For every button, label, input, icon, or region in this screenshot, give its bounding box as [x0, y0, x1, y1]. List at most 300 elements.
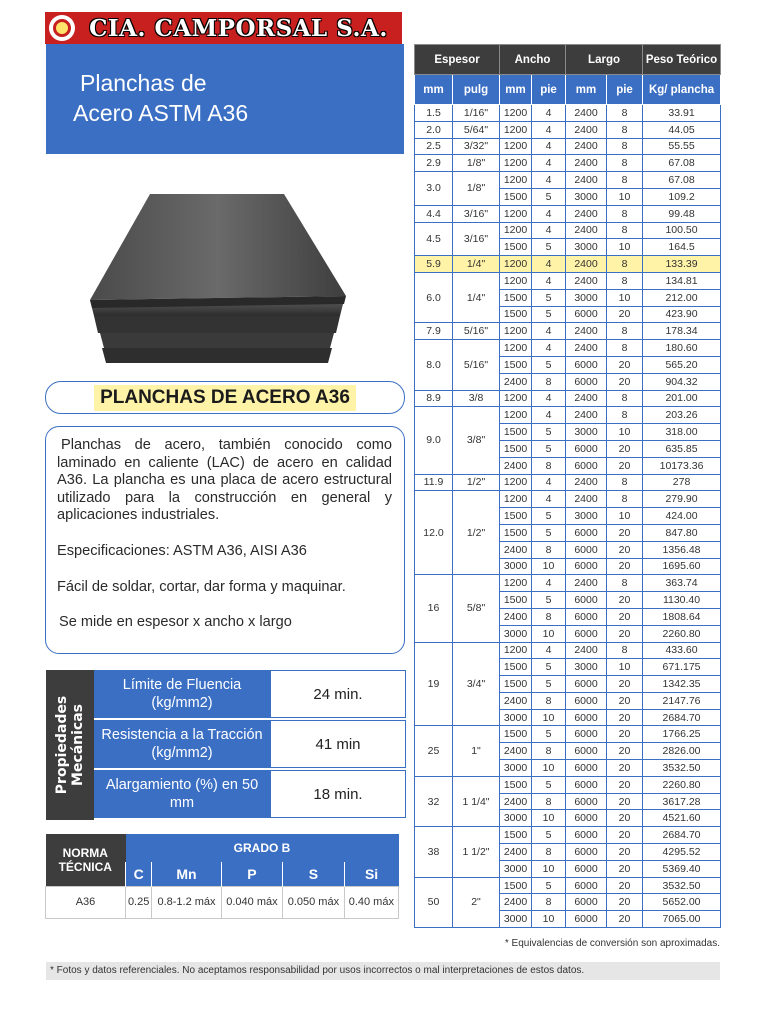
width-ft: 5 — [532, 726, 566, 743]
weight-kg: 212.00 — [643, 289, 721, 306]
weight-kg: 99.48 — [643, 205, 721, 222]
unit-header: mm — [566, 75, 607, 105]
weight-kg: 1342.35 — [643, 676, 721, 693]
thickness-inches: 3/8" — [453, 407, 500, 474]
length-mm: 2400 — [566, 642, 607, 659]
width-mm: 3000 — [500, 860, 532, 877]
width-ft: 5 — [532, 424, 566, 441]
property-value: 24 min. — [270, 670, 406, 718]
length-ft: 8 — [607, 155, 643, 172]
unit-header: pie — [532, 75, 566, 105]
width-mm: 3000 — [500, 709, 532, 726]
length-mm: 6000 — [566, 440, 607, 457]
length-mm: 2400 — [566, 155, 607, 172]
thickness-inches: 3/32" — [453, 138, 500, 155]
width-mm: 1500 — [500, 726, 532, 743]
length-mm: 3000 — [566, 239, 607, 256]
property-row — [94, 670, 406, 720]
table-row — [415, 474, 721, 491]
weight-kg: 180.60 — [643, 340, 721, 357]
group-header: Espesor — [415, 45, 500, 75]
length-ft: 20 — [607, 541, 643, 558]
width-mm: 1500 — [500, 776, 532, 793]
weight-kg: 671.175 — [643, 659, 721, 676]
thickness-mm: 6.0 — [415, 272, 453, 322]
length-ft: 8 — [607, 474, 643, 491]
length-ft: 10 — [607, 239, 643, 256]
width-mm: 1500 — [500, 877, 532, 894]
thickness-inches: 1/8" — [453, 155, 500, 172]
width-ft: 8 — [532, 608, 566, 625]
length-ft: 10 — [607, 289, 643, 306]
length-ft: 8 — [607, 491, 643, 508]
thickness-inches: 1/2" — [453, 491, 500, 575]
thickness-mm: 2.9 — [415, 155, 453, 172]
length-mm: 6000 — [566, 743, 607, 760]
plate-dimensions-table — [414, 44, 721, 928]
weight-kg: 1766.25 — [643, 726, 721, 743]
length-ft: 20 — [607, 457, 643, 474]
width-mm: 1200 — [500, 323, 532, 340]
workability-text: Fácil de soldar, cortar, dar forma y maquinar. — [57, 578, 346, 595]
table-row — [415, 121, 721, 138]
weight-kg: 178.34 — [643, 323, 721, 340]
length-mm: 2400 — [566, 340, 607, 357]
length-ft: 20 — [607, 860, 643, 877]
width-mm: 1500 — [500, 424, 532, 441]
length-mm: 6000 — [566, 608, 607, 625]
length-ft: 20 — [607, 625, 643, 642]
width-mm: 1200 — [500, 340, 532, 357]
conversion-note: * Equivalencias de conversión son aproximadas. — [504, 938, 720, 949]
company-name: CIA. CAMPORSAL S.A. — [89, 14, 388, 42]
element-value: 0.25 — [126, 886, 152, 918]
length-ft: 8 — [607, 172, 643, 189]
element-header: P — [221, 862, 282, 886]
title-block — [46, 44, 404, 154]
length-ft: 8 — [607, 272, 643, 289]
table-row — [415, 877, 721, 894]
length-ft: 8 — [607, 256, 643, 273]
property-label: Alargamiento (%) en 50 mm — [94, 770, 270, 818]
mechanical-properties-label: Propiedades Mecánicas — [46, 670, 94, 820]
description-paragraph: Planchas de acero, también conocido como laminado en caliente (LAC) de acero en calidad A36. La plancha es una placa de acero estructural utilizado para la construcción en general y aplicaciones industriales. — [57, 437, 392, 524]
length-ft: 20 — [607, 524, 643, 541]
thickness-inches: 3/4" — [453, 642, 500, 726]
width-ft: 10 — [532, 810, 566, 827]
width-mm: 1200 — [500, 390, 532, 407]
length-ft: 20 — [607, 844, 643, 861]
width-ft: 4 — [532, 575, 566, 592]
element-value: 0.40 máx — [344, 886, 398, 918]
width-mm: 2400 — [500, 608, 532, 625]
length-mm: 6000 — [566, 709, 607, 726]
length-mm: 3000 — [566, 424, 607, 441]
width-mm: 3000 — [500, 625, 532, 642]
width-mm: 1500 — [500, 188, 532, 205]
weight-kg: 635.85 — [643, 440, 721, 457]
length-mm: 2400 — [566, 138, 607, 155]
width-ft: 8 — [532, 373, 566, 390]
width-mm: 3000 — [500, 558, 532, 575]
width-mm: 1500 — [500, 827, 532, 844]
thickness-mm: 32 — [415, 776, 453, 826]
length-mm: 6000 — [566, 541, 607, 558]
width-mm: 1200 — [500, 205, 532, 222]
width-mm: 2400 — [500, 894, 532, 911]
length-ft: 20 — [607, 827, 643, 844]
property-row — [94, 770, 406, 820]
width-mm: 1500 — [500, 659, 532, 676]
length-ft: 20 — [607, 810, 643, 827]
table-row — [415, 205, 721, 222]
weight-kg: 44.05 — [643, 121, 721, 138]
width-mm: 1200 — [500, 256, 532, 273]
weight-kg: 2260.80 — [643, 625, 721, 642]
element-header: C — [126, 862, 152, 886]
thickness-mm: 38 — [415, 827, 453, 877]
length-mm: 2400 — [566, 474, 607, 491]
length-ft: 8 — [607, 575, 643, 592]
length-ft: 8 — [607, 407, 643, 424]
weight-kg: 4521.60 — [643, 810, 721, 827]
length-ft: 20 — [607, 709, 643, 726]
thickness-mm: 2.5 — [415, 138, 453, 155]
length-ft: 20 — [607, 760, 643, 777]
width-mm: 1500 — [500, 356, 532, 373]
weight-kg: 318.00 — [643, 424, 721, 441]
width-mm: 3000 — [500, 810, 532, 827]
width-ft: 10 — [532, 911, 566, 928]
table-row — [415, 407, 721, 424]
length-ft: 10 — [607, 659, 643, 676]
length-ft: 20 — [607, 692, 643, 709]
measurement-text: Se mide en espesor x ancho x largo — [59, 614, 292, 631]
length-mm: 6000 — [566, 306, 607, 323]
thickness-mm: 7.9 — [415, 323, 453, 340]
weight-kg: 433.60 — [643, 642, 721, 659]
width-ft: 5 — [532, 592, 566, 609]
length-ft: 20 — [607, 877, 643, 894]
length-ft: 20 — [607, 306, 643, 323]
weight-kg: 134.81 — [643, 272, 721, 289]
thickness-inches: 3/8 — [453, 390, 500, 407]
width-ft: 4 — [532, 340, 566, 357]
weight-kg: 67.08 — [643, 172, 721, 189]
property-label: Resistencia a la Tracción (kg/mm2) — [94, 720, 270, 768]
weight-kg: 279.90 — [643, 491, 721, 508]
table-row — [415, 390, 721, 407]
section-heading-text: PLANCHAS DE ACERO A36 — [94, 385, 356, 411]
width-ft: 4 — [532, 121, 566, 138]
thickness-inches: 1/2" — [453, 474, 500, 491]
width-mm: 1500 — [500, 524, 532, 541]
weight-kg: 565.20 — [643, 356, 721, 373]
width-ft: 5 — [532, 524, 566, 541]
width-mm: 1500 — [500, 592, 532, 609]
thickness-mm: 4.4 — [415, 205, 453, 222]
width-mm: 1500 — [500, 306, 532, 323]
width-mm: 1200 — [500, 575, 532, 592]
width-mm: 1200 — [500, 105, 532, 122]
length-mm: 3000 — [566, 188, 607, 205]
thickness-mm: 5.9 — [415, 256, 453, 273]
weight-kg: 55.55 — [643, 138, 721, 155]
norma-header: NORMA TÉCNICA — [46, 834, 126, 886]
weight-kg: 7065.00 — [643, 911, 721, 928]
width-ft: 8 — [532, 844, 566, 861]
table-row — [415, 491, 721, 508]
table-row — [415, 272, 721, 289]
table-row — [415, 827, 721, 844]
unit-header: Kg/ plancha — [643, 75, 721, 105]
width-ft: 5 — [532, 289, 566, 306]
title-line-2: Acero ASTM A36 — [73, 100, 249, 126]
company-seal-icon — [49, 15, 75, 41]
norma-value: A36 — [46, 886, 126, 918]
length-ft: 20 — [607, 373, 643, 390]
thickness-mm: 9.0 — [415, 407, 453, 474]
width-ft: 4 — [532, 474, 566, 491]
width-ft: 4 — [532, 172, 566, 189]
element-value: 0.040 máx — [221, 886, 282, 918]
weight-kg: 2684.70 — [643, 709, 721, 726]
table-row — [415, 323, 721, 340]
length-mm: 6000 — [566, 625, 607, 642]
element-header: S — [283, 862, 344, 886]
table-row — [415, 138, 721, 155]
width-mm: 2400 — [500, 743, 532, 760]
thickness-mm: 19 — [415, 642, 453, 726]
table-row — [415, 726, 721, 743]
element-value: 0.050 máx — [283, 886, 344, 918]
weight-kg: 2260.80 — [643, 776, 721, 793]
length-mm: 6000 — [566, 760, 607, 777]
length-mm: 3000 — [566, 289, 607, 306]
weight-kg: 1695.60 — [643, 558, 721, 575]
width-mm: 1200 — [500, 474, 532, 491]
weight-kg: 363.74 — [643, 575, 721, 592]
width-ft: 8 — [532, 743, 566, 760]
weight-kg: 164.5 — [643, 239, 721, 256]
table-row — [415, 340, 721, 357]
length-mm: 6000 — [566, 726, 607, 743]
length-mm: 6000 — [566, 524, 607, 541]
table-row — [415, 222, 721, 239]
company-logo — [45, 12, 402, 44]
weight-kg: 10173.36 — [643, 457, 721, 474]
table-row — [415, 776, 721, 793]
width-mm: 1500 — [500, 289, 532, 306]
width-mm: 1200 — [500, 491, 532, 508]
length-mm: 2400 — [566, 272, 607, 289]
length-ft: 8 — [607, 340, 643, 357]
thickness-inches: 2" — [453, 877, 500, 927]
length-mm: 6000 — [566, 692, 607, 709]
length-mm: 3000 — [566, 508, 607, 525]
width-ft: 10 — [532, 625, 566, 642]
width-ft: 4 — [532, 272, 566, 289]
length-ft: 20 — [607, 726, 643, 743]
weight-kg: 3532.50 — [643, 760, 721, 777]
property-value: 18 min. — [270, 770, 406, 818]
element-header: Mn — [152, 862, 221, 886]
width-ft: 5 — [532, 776, 566, 793]
width-ft: 5 — [532, 508, 566, 525]
width-mm: 2400 — [500, 373, 532, 390]
property-row — [94, 720, 406, 770]
weight-kg: 201.00 — [643, 390, 721, 407]
thickness-inches: 1 1/4" — [453, 776, 500, 826]
thickness-inches: 5/64" — [453, 121, 500, 138]
width-mm: 2400 — [500, 692, 532, 709]
length-ft: 20 — [607, 911, 643, 928]
width-ft: 4 — [532, 323, 566, 340]
width-mm: 1200 — [500, 272, 532, 289]
width-ft: 5 — [532, 877, 566, 894]
weight-kg: 203.26 — [643, 407, 721, 424]
length-ft: 10 — [607, 508, 643, 525]
width-mm: 1500 — [500, 239, 532, 256]
width-mm: 1500 — [500, 440, 532, 457]
length-mm: 6000 — [566, 894, 607, 911]
width-ft: 10 — [532, 558, 566, 575]
width-ft: 5 — [532, 188, 566, 205]
length-mm: 2400 — [566, 222, 607, 239]
width-mm: 1200 — [500, 155, 532, 172]
width-ft: 5 — [532, 306, 566, 323]
width-ft: 5 — [532, 676, 566, 693]
length-mm: 2400 — [566, 407, 607, 424]
weight-kg: 109.2 — [643, 188, 721, 205]
width-mm: 2400 — [500, 844, 532, 861]
length-mm: 2400 — [566, 323, 607, 340]
length-ft: 20 — [607, 776, 643, 793]
length-mm: 2400 — [566, 105, 607, 122]
thickness-mm: 8.0 — [415, 340, 453, 390]
width-mm: 1200 — [500, 642, 532, 659]
length-mm: 6000 — [566, 592, 607, 609]
width-mm: 3000 — [500, 911, 532, 928]
thickness-mm: 16 — [415, 575, 453, 642]
thickness-inches: 3/16" — [453, 205, 500, 222]
width-ft: 8 — [532, 692, 566, 709]
width-ft: 8 — [532, 541, 566, 558]
length-ft: 20 — [607, 894, 643, 911]
length-mm: 2400 — [566, 491, 607, 508]
length-mm: 6000 — [566, 911, 607, 928]
width-mm: 1500 — [500, 676, 532, 693]
steel-plates-image — [88, 188, 350, 368]
length-ft: 8 — [607, 222, 643, 239]
table-row — [415, 642, 721, 659]
weight-kg: 133.39 — [643, 256, 721, 273]
width-ft: 5 — [532, 659, 566, 676]
width-ft: 4 — [532, 491, 566, 508]
thickness-mm: 1.5 — [415, 105, 453, 122]
unit-header: mm — [500, 75, 532, 105]
group-header: Largo — [566, 45, 643, 75]
weight-kg: 1130.40 — [643, 592, 721, 609]
weight-kg: 5652.00 — [643, 894, 721, 911]
weight-kg: 278 — [643, 474, 721, 491]
length-mm: 2400 — [566, 390, 607, 407]
unit-header: mm — [415, 75, 453, 105]
length-ft: 8 — [607, 390, 643, 407]
width-ft: 4 — [532, 138, 566, 155]
mechanical-properties — [46, 670, 406, 820]
thickness-inches: 1/4" — [453, 272, 500, 322]
length-ft: 20 — [607, 676, 643, 693]
width-mm: 2400 — [500, 457, 532, 474]
grade-header: GRADO B — [126, 834, 399, 862]
length-mm: 6000 — [566, 558, 607, 575]
thickness-inches: 1/8" — [453, 172, 500, 206]
width-ft: 4 — [532, 205, 566, 222]
width-ft: 5 — [532, 440, 566, 457]
length-mm: 2400 — [566, 256, 607, 273]
thickness-mm: 50 — [415, 877, 453, 927]
width-mm: 1200 — [500, 121, 532, 138]
length-mm: 2400 — [566, 205, 607, 222]
width-ft: 10 — [532, 760, 566, 777]
thickness-mm: 2.0 — [415, 121, 453, 138]
weight-kg: 424.00 — [643, 508, 721, 525]
thickness-inches: 1/4" — [453, 256, 500, 273]
weight-kg: 67.08 — [643, 155, 721, 172]
length-mm: 6000 — [566, 810, 607, 827]
thickness-inches: 1/16" — [453, 105, 500, 122]
length-mm: 6000 — [566, 877, 607, 894]
width-ft: 4 — [532, 256, 566, 273]
width-ft: 10 — [532, 709, 566, 726]
length-ft: 8 — [607, 323, 643, 340]
unit-header: pulg — [453, 75, 500, 105]
disclaimer-note: * Fotos y datos referenciales. No aceptamos responsabilidad por usos incorrectos o mal interpretaciones de estos datos. — [46, 962, 720, 980]
weight-kg: 423.90 — [643, 306, 721, 323]
length-mm: 6000 — [566, 457, 607, 474]
weight-kg: 3617.28 — [643, 793, 721, 810]
width-mm: 2400 — [500, 541, 532, 558]
length-mm: 6000 — [566, 793, 607, 810]
length-mm: 6000 — [566, 776, 607, 793]
width-ft: 4 — [532, 642, 566, 659]
width-mm: 2400 — [500, 793, 532, 810]
width-mm: 1200 — [500, 407, 532, 424]
length-mm: 3000 — [566, 659, 607, 676]
width-ft: 5 — [532, 827, 566, 844]
length-ft: 20 — [607, 356, 643, 373]
length-ft: 8 — [607, 121, 643, 138]
length-ft: 10 — [607, 188, 643, 205]
width-mm: 1200 — [500, 138, 532, 155]
thickness-inches: 1" — [453, 726, 500, 776]
thickness-mm: 12.0 — [415, 491, 453, 575]
length-ft: 8 — [607, 205, 643, 222]
width-ft: 4 — [532, 407, 566, 424]
weight-kg: 847.80 — [643, 524, 721, 541]
length-ft: 20 — [607, 592, 643, 609]
thickness-mm: 4.5 — [415, 222, 453, 256]
property-label: Límite de Fluencia (kg/mm2) — [94, 670, 270, 718]
length-ft: 8 — [607, 105, 643, 122]
table-row — [415, 172, 721, 189]
weight-kg: 4295.52 — [643, 844, 721, 861]
thickness-inches: 5/8" — [453, 575, 500, 642]
width-ft: 4 — [532, 105, 566, 122]
description-box — [45, 426, 405, 654]
unit-header: pie — [607, 75, 643, 105]
